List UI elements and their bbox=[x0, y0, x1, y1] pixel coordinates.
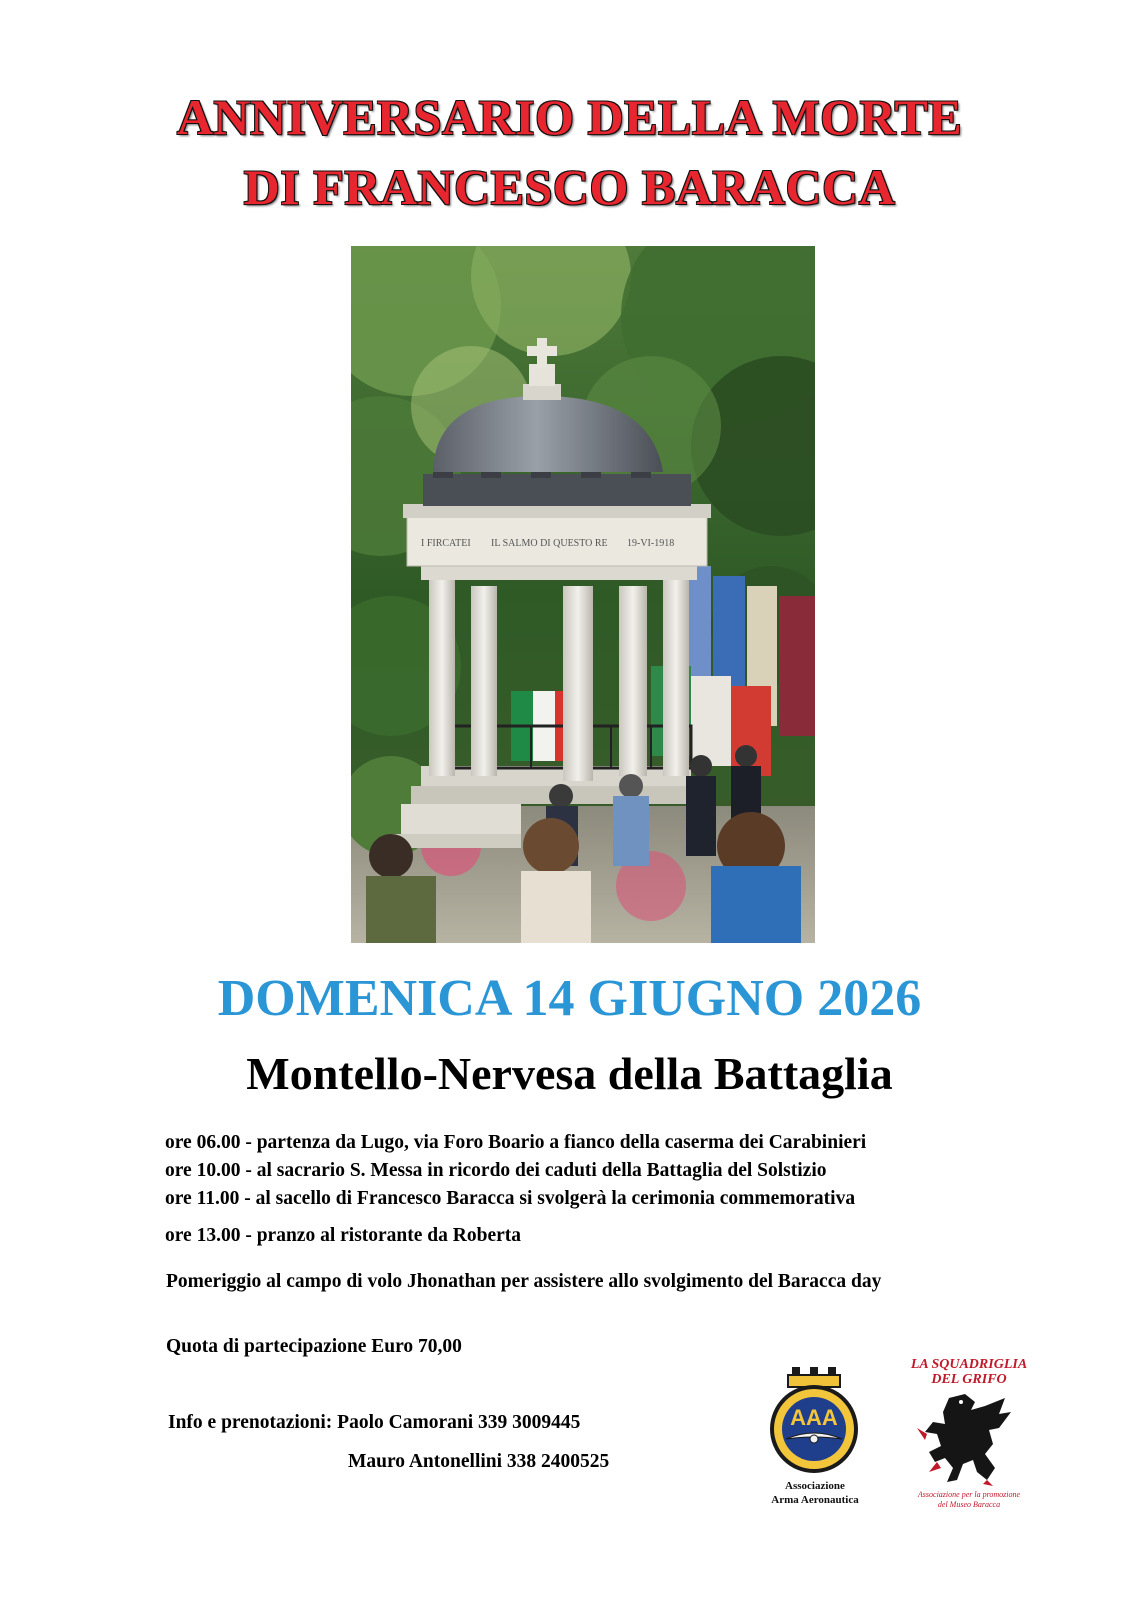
grifo-caption-line-2: del Museo Baracca bbox=[937, 1500, 1001, 1509]
grifo-title-line-1: LA SQUADRIGLIA bbox=[910, 1357, 1028, 1372]
afternoon-note: Pomeriggio al campo di volo Jhonathan per assistere allo svolgimento del Baracca day bbox=[166, 1271, 882, 1292]
schedule-item: ore 13.00 - pranzo al ristorante da Roberta bbox=[165, 1225, 521, 1246]
inscription-right: 19-VI-1918 bbox=[627, 538, 675, 549]
schedule-item: ore 06.00 - partenza da Lugo, via Foro Boario a fianco della caserma dei Carabinieri bbox=[165, 1132, 867, 1153]
aaa-letters: AAA bbox=[790, 1405, 838, 1430]
aaa-caption-line-2: Arma Aeronautica bbox=[771, 1494, 859, 1506]
inscription-left: I FIRCATEI bbox=[421, 538, 471, 549]
schedule-item: ore 11.00 - al sacello di Francesco Baracca si svolgerà la cerimonia commemorativa bbox=[165, 1188, 856, 1209]
title-line-1: ANNIVERSARIO DELLA MORTE bbox=[176, 89, 963, 145]
info-contact-2: Mauro Antonellini 338 2400525 bbox=[348, 1451, 610, 1472]
schedule-item: ore 10.00 - al sacrario S. Messa in ricordo dei caduti della Battaglia del Solstizio bbox=[165, 1160, 827, 1181]
grifo-title-line-2: DEL GRIFO bbox=[931, 1372, 1007, 1387]
info-contact-1: Info e prenotazioni: Paolo Camorani 339 3009445 bbox=[168, 1412, 581, 1433]
title-line-2: DI FRANCESCO BARACCA bbox=[243, 159, 896, 215]
monument-photo bbox=[351, 246, 815, 943]
aaa-logo bbox=[766, 1365, 862, 1477]
aaa-caption-line-1: Associazione bbox=[785, 1480, 845, 1492]
inscription-center: IL SALMO DI QUESTO RE bbox=[491, 538, 608, 549]
grifo-caption-line-1: Associazione per la promozione bbox=[917, 1490, 1021, 1499]
event-date: DOMENICA 14 GIUGNO 2026 bbox=[217, 970, 922, 1027]
participation-fee: Quota di partecipazione Euro 70,00 bbox=[166, 1336, 462, 1357]
griffin-icon bbox=[915, 1388, 1020, 1488]
event-place: Montello-Nervesa della Battaglia bbox=[246, 1048, 893, 1099]
